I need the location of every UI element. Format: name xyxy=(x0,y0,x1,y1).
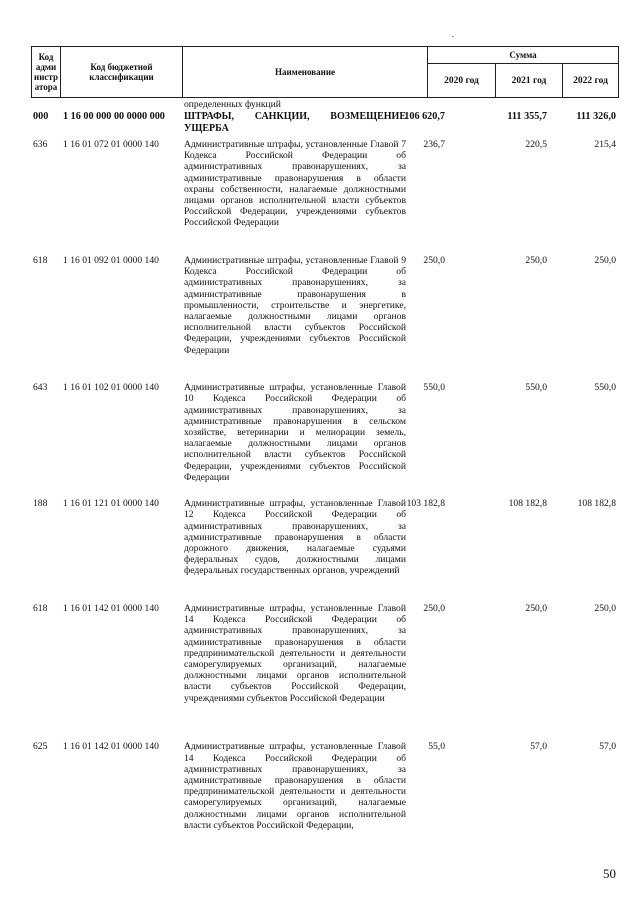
value-2021: 57,0 xyxy=(530,741,547,753)
admin-code: 188 xyxy=(33,498,48,510)
value-2022: 250,0 xyxy=(594,255,616,266)
value-2022: 215,4 xyxy=(594,139,616,150)
table-row xyxy=(31,255,618,382)
value-2022: 250,0 xyxy=(594,602,616,614)
kbk-code: 1 16 01 121 01 0000 140 xyxy=(63,498,159,510)
table-row xyxy=(31,139,618,255)
item-name: Административные штрафы, установленные Главой 14 Кодекса Российской Федерации об административных правонарушениях, за административные правонарушения в области предпринимательской деятельности и деятельности саморегулируемых организаций, налагаемые должностными лицами органов исполнительной власти субъектов Российской Федерации, учреждениями субъектов Российской Федерации xyxy=(184,602,406,704)
header-name: Наименование xyxy=(183,47,428,98)
value-2021: 111 355,7 xyxy=(507,111,547,122)
continuation-text: определенных функций xyxy=(184,99,281,110)
admin-code: 000 xyxy=(33,111,49,122)
value-2021: 250,0 xyxy=(525,255,547,266)
value-2021: 220,5 xyxy=(525,139,547,150)
value-2021: 550,0 xyxy=(525,382,547,394)
admin-code: 625 xyxy=(33,741,48,753)
kbk-code: 1 16 01 072 01 0000 140 xyxy=(63,139,159,150)
table-body xyxy=(31,99,618,857)
header-admin-code: Код адми нистр атора xyxy=(32,47,61,98)
kbk-code: 1 16 01 102 01 0000 140 xyxy=(63,382,159,394)
table-header xyxy=(31,46,619,98)
header-year-2020: 2020 год xyxy=(428,64,496,98)
header-kbk-code: Код бюджетной классификации xyxy=(61,47,183,98)
value-2020: 106 620,7 xyxy=(404,111,445,122)
kbk-code: 1 16 01 092 01 0000 140 xyxy=(63,255,159,266)
continuation-row xyxy=(31,99,618,111)
value-2020: 250,0 xyxy=(423,255,445,266)
value-2020: 236,7 xyxy=(423,139,445,150)
kbk-code: 1 16 01 142 01 0000 140 xyxy=(63,741,159,753)
table-row xyxy=(31,741,618,857)
item-name: ШТРАФЫ, САНКЦИИ, ВОЗМЕЩЕНИЕ УЩЕРБА xyxy=(184,111,406,134)
value-2022: 57,0 xyxy=(599,741,616,753)
page-number: 50 xyxy=(603,866,616,881)
table-row xyxy=(31,111,618,139)
value-2022: 111 326,0 xyxy=(576,111,616,122)
table-row xyxy=(31,382,618,498)
table-row xyxy=(31,498,618,603)
item-name: Административные штрафы, установленные Главой 7 Кодекса Российской Федерации об административных правонарушениях, за административные правонарушения в области охраны собственности, налагаемые должностными лицами органов исполнительной власти субъектов Российской Федерации, учреждениями субъектов Российской Федерации xyxy=(184,139,406,229)
header-year-2022: 2022 год xyxy=(563,64,619,98)
item-name: Административные штрафы, установленные Главой 12 Кодекса Российской Федерации об административных правонарушениях, за административные правонарушения в области дорожного движения, налагаемые судьями федеральных судов, должностными лицами федеральных государственных органов, учреждений xyxy=(184,498,406,577)
admin-code: 643 xyxy=(33,382,48,394)
header-sum: Сумма xyxy=(428,47,619,64)
item-name: Административные штрафы, установленные Главой 10 Кодекса Российской Федерации об административных правонарушениях, за административные правонарушения в сельском хозяйстве, ветеринарии и мелиорации земель, налагаемые должностными лицами органов исполнительной власти субъектов Российской Федерации, учреждениями субъектов Российской Федерации xyxy=(184,382,406,483)
admin-code: 618 xyxy=(33,255,48,266)
item-name: Административные штрафы, установленные Главой 9 Кодекса Российской Федерации об административных правонарушениях, за административные правонарушения в промышленности, строительстве и энергетике, налагаемые должностными лицами органов исполнительной власти субъектов Российской Федерации, учреждениями субъектов Российской Федерации xyxy=(184,255,406,356)
kbk-code: 1 16 00 000 00 0000 000 xyxy=(63,111,165,122)
value-2022: 108 182,8 xyxy=(577,498,616,510)
value-2020: 55,0 xyxy=(428,741,445,753)
scan-speck xyxy=(452,36,454,37)
value-2022: 550,0 xyxy=(594,382,616,394)
table-row xyxy=(31,603,618,741)
item-name: Административные штрафы, установленные Главой 14 Кодекса Российской Федерации об административных правонарушениях, за административные правонарушения в области предпринимательской деятельности и деятельности саморегулируемых организаций, налагаемые должностными лицами органов исполнительной власти субъектов Российской Федерации, xyxy=(184,741,406,831)
value-2020: 250,0 xyxy=(423,602,445,614)
header-year-2021: 2021 год xyxy=(496,64,563,98)
value-2021: 250,0 xyxy=(525,602,547,614)
admin-code: 618 xyxy=(33,602,48,614)
value-2021: 108 182,8 xyxy=(508,498,547,510)
kbk-code: 1 16 01 142 01 0000 140 xyxy=(63,602,159,614)
value-2020: 103 182,8 xyxy=(406,498,445,510)
admin-code: 636 xyxy=(33,139,48,150)
value-2020: 550,0 xyxy=(423,382,445,394)
